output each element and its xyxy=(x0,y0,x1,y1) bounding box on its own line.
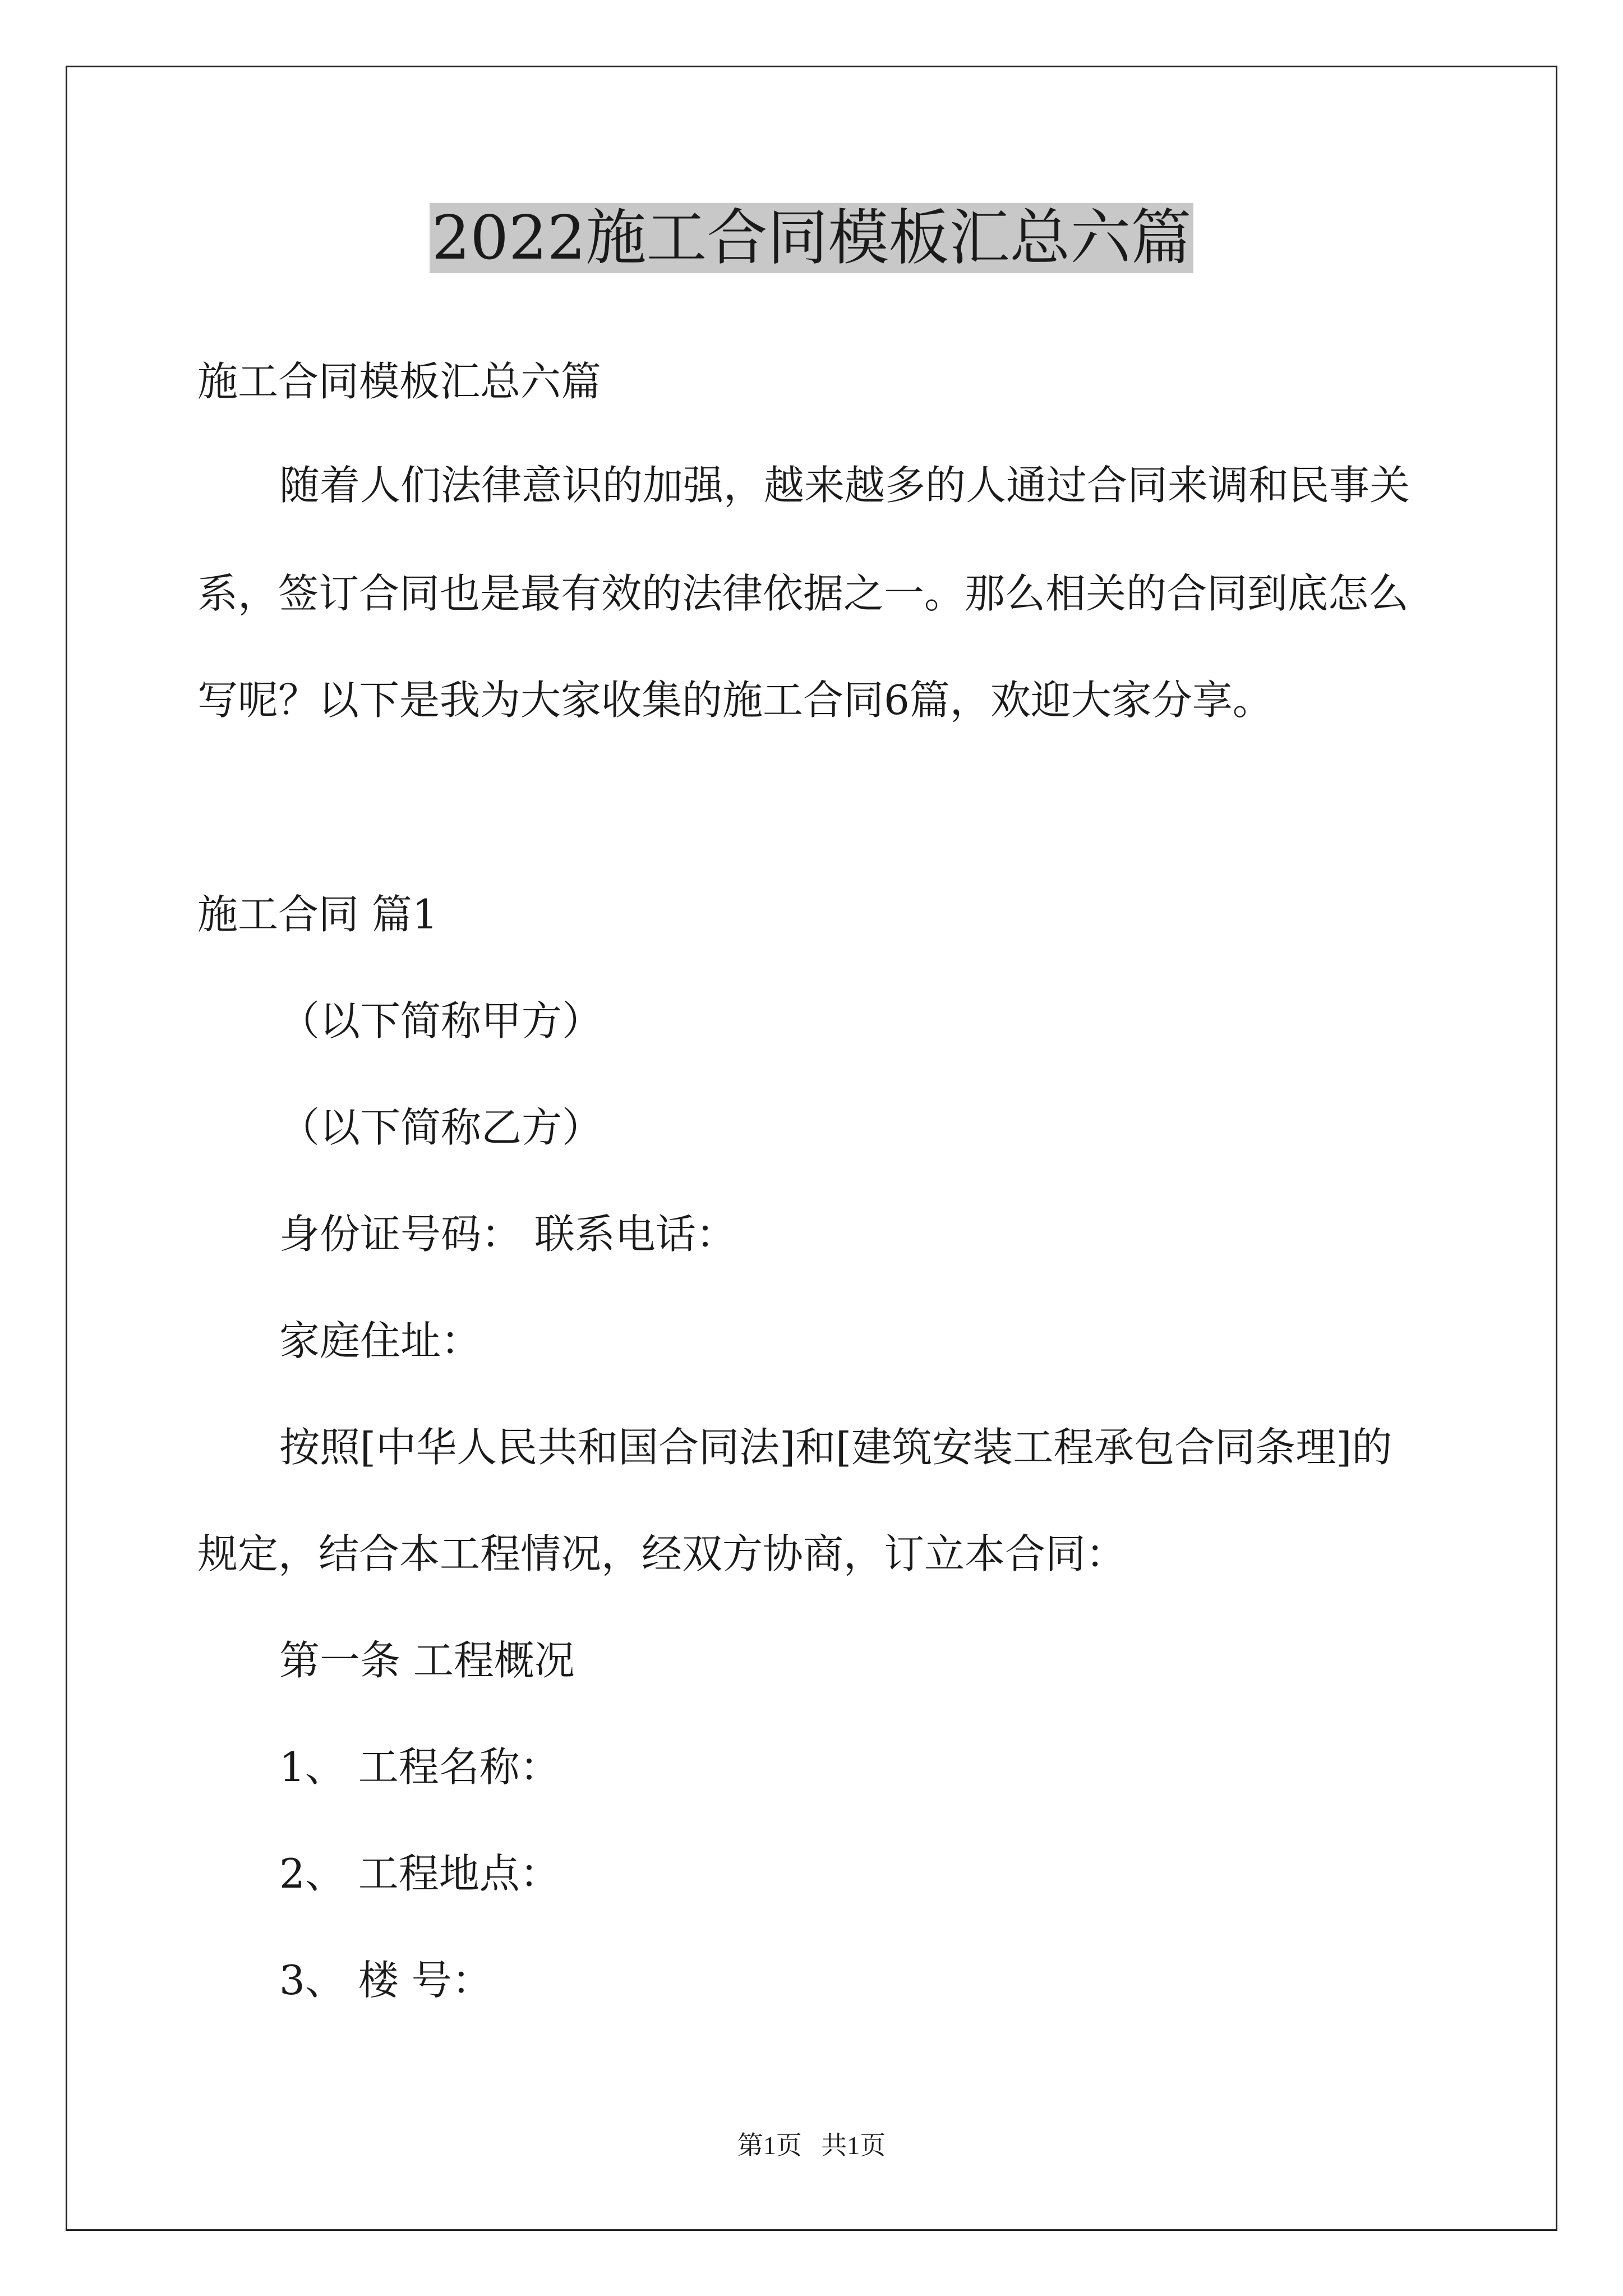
section-heading: 施工合同 篇1 xyxy=(197,891,438,938)
intro-line-2: 系，签订合同也是最有效的法律依据之一。那么相关的合同到底怎么 xyxy=(197,570,1409,617)
id-phone-line: 身份证号码： 联系电话： xyxy=(279,1211,736,1258)
basis-line-1: 按照[中华人民共和国合同法]和[建筑安装工程承包合同条理]的 xyxy=(279,1424,1393,1471)
document-subtitle: 施工合同模板汇总六篇 xyxy=(197,358,602,405)
list-item: 3、 楼 号： xyxy=(279,1957,492,2004)
party-a-line: （以下简称甲方） xyxy=(279,997,603,1045)
intro-line-3: 写呢？以下是我为大家收集的施工合同6篇，欢迎大家分享。 xyxy=(197,677,1273,724)
list-item: 1、 工程名称： xyxy=(279,1743,560,1791)
address-line: 家庭住址： xyxy=(279,1317,482,1364)
document-title: 2022施工合同模板汇总六篇 xyxy=(0,199,1623,278)
list-item: 2、 工程地点： xyxy=(279,1850,560,1897)
article-1-heading: 第一条 工程概况 xyxy=(279,1637,575,1684)
page-footer: 第1页 共1页 xyxy=(737,2131,886,2160)
party-b-line: （以下简称乙方） xyxy=(279,1104,603,1151)
intro-line-1: 随着人们法律意识的加强，越来越多的人通过合同来调和民事关 xyxy=(279,462,1410,509)
basis-line-2: 规定，结合本工程情况，经双方协商，订立本合同： xyxy=(197,1530,1127,1577)
